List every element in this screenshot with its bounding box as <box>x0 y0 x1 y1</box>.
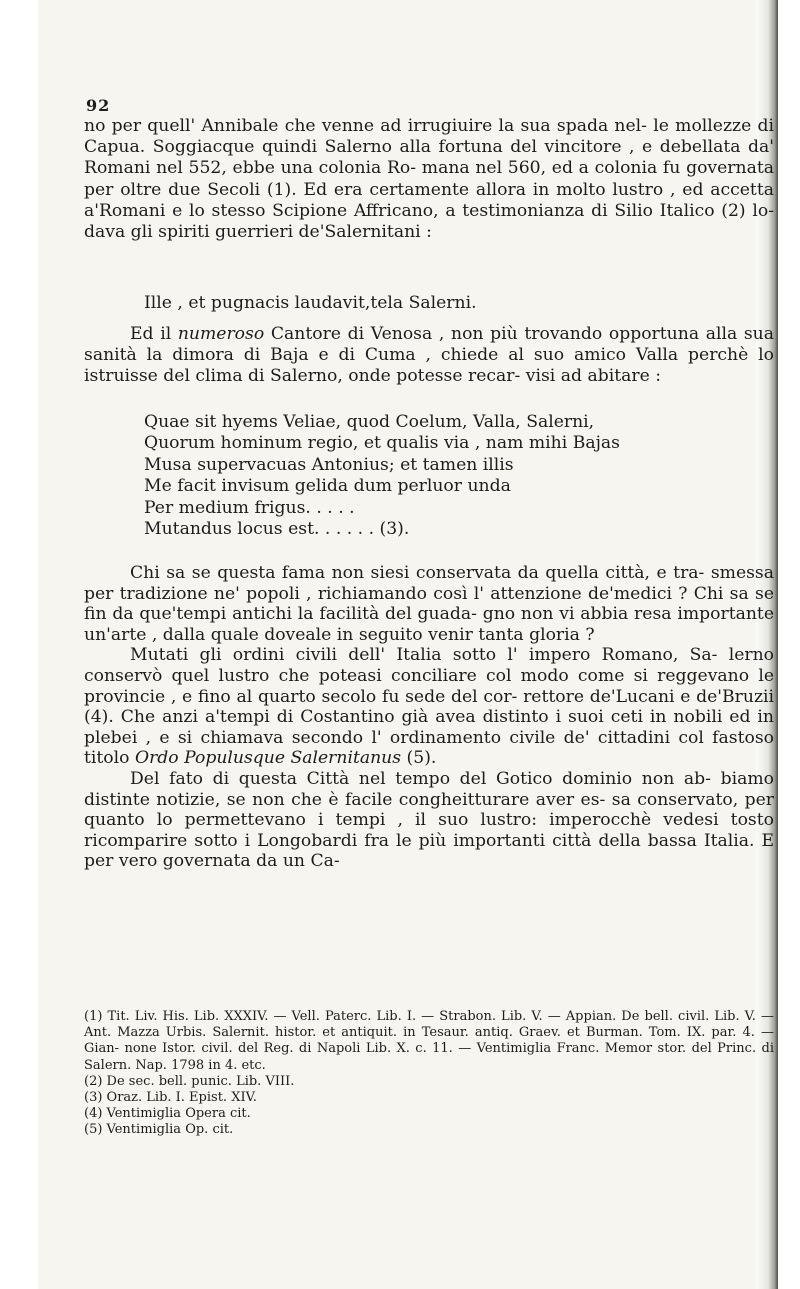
footnote-3: (3) Oraz. Lib. I. Epist. XIV. <box>84 1090 257 1106</box>
paragraph-1-text: no per quell' Annibale che venne ad irrugiuire la sua spada nel- le mollezze di Capua. Soggiacque quindi Salerno alla fortuna del vincitore , e debellata da' Romani nel 552, ebbe una colonia Ro- mana nel 560, ed a colonia fu governata per oltre due Secoli (1). Ed era certamente allora in molto lustro , ed accetta a'Romani e lo stesso Scipione Affricano, a testimonianza di Silio Italico (2) lo- dava gli spiriti guerrieri de'Salernitani : <box>84 116 774 243</box>
latin-quote-silius: Ille , et pugnacis laudavit,tela Salerni. <box>144 293 477 313</box>
quote-line: Per medium frigus. . . . . <box>144 497 355 518</box>
book-page <box>38 0 778 1289</box>
footnote-1: (1) Tit. Liv. His. Lib. XXXIV. — Vell. Paterc. Lib. I. — Strabon. Lib. V. — Appian. De bell. civil. Lib. V. — Ant. Mazza Urbis. Salernit. histor. et antiquit. in Tesaur. antiq. Graev. et Burman. Tom. IX. par. 4. — Gian- none Istor. civil. del Reg. di Napoli Lib. X. c. 11. — Ventimiglia Franc. Memor stor. del Princ. di Salern. Nap. 1798 in 4. etc. <box>84 1009 774 1073</box>
paragraph-4-end: (5). <box>406 748 437 769</box>
quote-line: Mutandus locus est. . . . . . (3). <box>144 519 410 540</box>
footnote-4: (4) Ventimiglia Opera cit. <box>84 1106 251 1122</box>
paragraph-4-emphasis: Ordo Populusque Salernitanus <box>134 748 402 769</box>
page-number: 92 <box>86 96 111 115</box>
latin-quote-horace <box>144 412 620 540</box>
quote-line: Musa supervacuas Antonius; et tamen illis <box>144 454 514 475</box>
paragraph-1 <box>84 116 774 243</box>
quote-line: Quorum hominum regio, et qualis via , nam mihi Bajas <box>144 433 620 454</box>
paragraph-2-lead: Ed il <box>130 324 172 344</box>
paragraph-5: Del fato di questa Città nel tempo del Gotico dominio non ab- biamo distinte notizie, se non che è facile congheitturare aver es- sa conservato, per quanto lo permettevano i tempi , il suo lustro: imperocchè vedesi tosto ricomparire sotto i Longobardi fra le più importanti città della bassa Italia. E per vero governata da un Ca- <box>84 768 774 872</box>
paragraphs-main <box>84 563 774 872</box>
paragraph-4 <box>84 645 774 769</box>
paragraph-3: Chi sa se questa fama non siesi conservata da quella città, e tra- smessa per tradizione ne' popoli , richiamando così l' attenzione de'medici ? Chi sa se fin da que'tempi antichi la facilità del guada- gno non vi abbia resa importante un'arte , dalla quale doveale in seguito venir tanta gloria ? <box>84 563 774 645</box>
paragraph-2-emphasis: numeroso <box>177 324 265 344</box>
quote-line: Quae sit hyems Veliae, quod Coelum, Valla, Salerni, <box>144 412 595 432</box>
quote-line: Me facit invisum gelida dum perluor unda <box>144 476 511 497</box>
footnote-5: (5) Ventimiglia Op. cit. <box>84 1122 234 1138</box>
paragraph-4-text: Mutati gli ordini civili dell' Italia sotto l' impero Romano, Sa- lerno conservò quel lustro che poteasi conciliare col modo come si reggevano le provincie , e fino al quarto secolo fu sede del cor- rettore de'Lucani e de'Bruzii (4). Che anzi a'tempi di Costantino già avea distinto i suoi ceti in nobili ed in plebei , e si chiamava secondo l' ordinamento civile de' cittadini col fastoso titolo <box>84 645 774 769</box>
paragraph-2 <box>84 324 774 388</box>
footnotes <box>84 1009 774 1139</box>
paragraph-2-text: Cantore di Venosa , non più trovando opportuna alla sua sanità la dimora di Baja e di Cuma , chiede al suo amico Valla perchè lo istruisse del clima di Salerno, onde potesse recar- visi ad abitare : <box>84 324 774 387</box>
footnote-2: (2) De sec. bell. punic. Lib. VIII. <box>84 1073 295 1089</box>
